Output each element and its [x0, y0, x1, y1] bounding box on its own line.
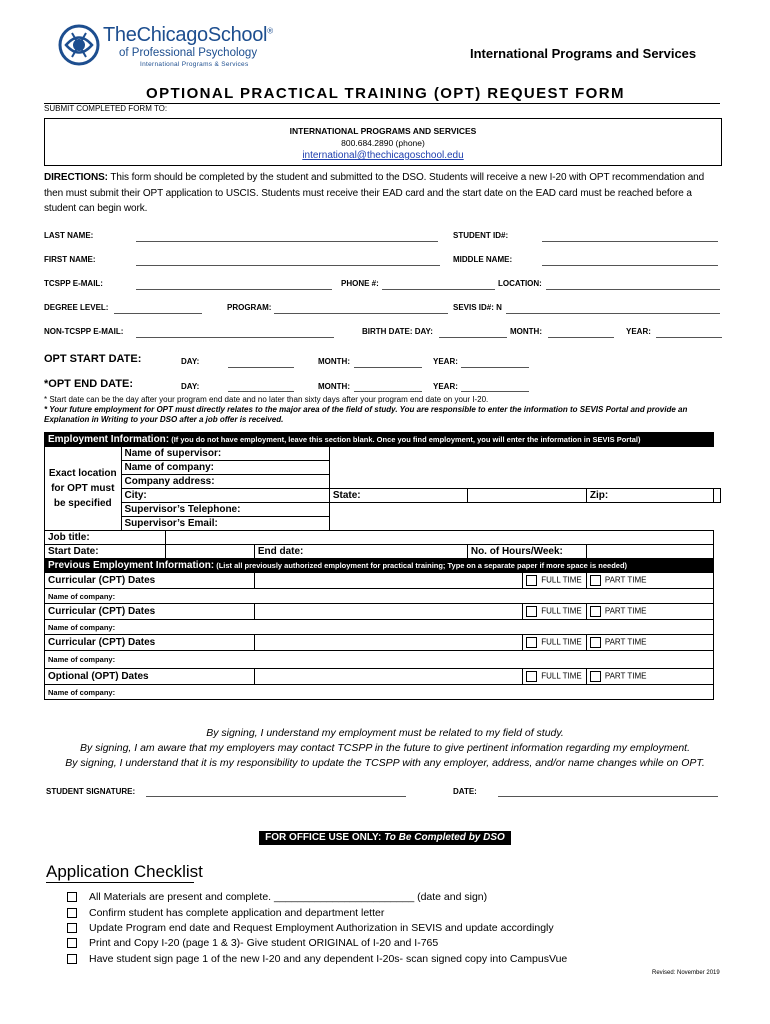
full-time-label-2: FULL TIME [541, 606, 582, 616]
birth-year-field[interactable] [656, 337, 722, 338]
degree-level-field[interactable] [114, 313, 202, 314]
opt-end-month-label: MONTH: [318, 382, 350, 391]
supervisor-name-label: Name of supervisor: [121, 447, 329, 461]
part-time-label-2: PART TIME [604, 606, 647, 616]
sevis-id-label: SEVIS ID#: N [453, 303, 502, 312]
student-id-label: STUDENT ID#: [453, 231, 509, 240]
start-date-label: Start Date: [45, 545, 166, 559]
opt-end-day-label: DAY: [181, 382, 200, 391]
job-title-field[interactable] [165, 531, 713, 545]
phone-label: PHONE #: [341, 279, 379, 288]
directions-text: This form should be completed by the student and submitted to the DSO. Students will receive a new I-20 with OPT recommendation and then must submit their OPT application to USCIS. Students must receive their EAD card and the start date on the EAD card must be reached before a student can begin work. [44, 172, 705, 214]
office-name: INTERNATIONAL PROGRAMS AND SERVICES [289, 126, 477, 136]
checklist-title-underline [46, 882, 194, 883]
full-time-checkbox-4[interactable] [526, 671, 537, 682]
supervisor-telephone-label: Supervisor’s Telephone: [121, 503, 329, 517]
part-time-checkbox-4[interactable] [590, 671, 601, 682]
last-name-label: LAST NAME: [44, 231, 94, 240]
supervisor-email-label: Supervisor’s Email: [121, 517, 329, 531]
company-address-label: Company address: [121, 475, 329, 489]
office-email-link[interactable]: international@thechicagoschool.edu [302, 150, 464, 161]
office-use-banner [259, 831, 511, 845]
opt-dates-field[interactable] [254, 669, 522, 685]
company-name-label-4: Name of company: [48, 687, 116, 697]
part-time-option-1[interactable] [586, 573, 713, 589]
opt-dates-label: Optional (OPT) Dates [45, 669, 255, 685]
degree-level-label: DEGREE LEVEL: [44, 303, 109, 312]
full-time-label-1: FULL TIME [541, 575, 582, 585]
student-id-field[interactable] [542, 241, 718, 242]
checklist-checkbox[interactable] [67, 892, 77, 902]
opt-start-day-label: DAY: [181, 357, 200, 366]
part-time-label-3: PART TIME [604, 637, 647, 647]
checklist-checkbox[interactable] [67, 923, 77, 933]
checklist-item[interactable] [67, 937, 438, 949]
directions-label: DIRECTIONS: [44, 172, 108, 183]
brand-department: International Programs & Services [140, 61, 249, 68]
full-time-checkbox-1[interactable] [526, 575, 537, 586]
supervisor-telephone-field[interactable] [329, 503, 713, 517]
checklist-checkbox[interactable] [67, 954, 77, 964]
employment-header-row [45, 433, 721, 447]
birth-month-field[interactable] [548, 337, 614, 338]
tcspp-email-field[interactable] [136, 289, 332, 290]
opt-start-date-label: OPT START DATE: [44, 353, 142, 365]
supervisor-name-field[interactable] [329, 447, 713, 461]
last-name-field[interactable] [136, 241, 438, 242]
non-tcspp-email-label: NON-TCSPP E-MAIL: [44, 327, 124, 336]
state-field[interactable] [467, 489, 586, 503]
previous-employment-note: (List all previously authorized employment for practical training; Type on a separate paper if more space is needed) [214, 561, 628, 570]
revision-date: Revised: November 2019 [652, 970, 720, 976]
opt-start-day-field[interactable] [228, 367, 294, 368]
full-time-label-3: FULL TIME [541, 637, 582, 647]
opt-end-date-label: *OPT END DATE: [44, 378, 134, 390]
office-use-note: To Be Completed by DSO [384, 832, 505, 843]
opt-end-year-field[interactable] [461, 391, 529, 392]
opt-start-month-label: MONTH: [318, 357, 350, 366]
opt-start-year-field[interactable] [461, 367, 529, 368]
cpt-dates-field-2[interactable] [254, 604, 522, 620]
program-label: PROGRAM: [227, 303, 272, 312]
cpt-dates-field-1[interactable] [254, 573, 522, 589]
part-time-label-1: PART TIME [604, 575, 647, 585]
form-title: OPTIONAL PRACTICAL TRAINING (OPT) REQUEST FORM [146, 85, 625, 102]
cpt-dates-label-1: Curricular (CPT) Dates [45, 573, 255, 589]
zip-label: Zip: [586, 489, 713, 503]
office-phone: 800.684.2890 (phone) [341, 138, 425, 148]
company-name-label-3: Name of company: [48, 655, 116, 664]
part-time-checkbox-1[interactable] [590, 575, 601, 586]
exact-location-note: Exact location for OPT must be specified [45, 447, 122, 531]
header-department-title: International Programs and Services [470, 46, 697, 61]
hours-per-week-field[interactable] [586, 545, 713, 559]
full-time-option-1[interactable] [523, 573, 587, 589]
birth-month-label: MONTH: [510, 327, 542, 336]
checklist-item[interactable] [67, 953, 567, 965]
signature-date-label: DATE: [453, 787, 477, 796]
full-time-option-3[interactable] [523, 635, 587, 651]
company-name-field[interactable] [329, 461, 713, 475]
full-time-checkbox-2[interactable] [526, 606, 537, 617]
birth-day-field[interactable] [439, 337, 507, 338]
submit-to-label: SUBMIT COMPLETED FORM TO: [44, 104, 168, 113]
city-label: City: [121, 489, 329, 503]
part-time-checkbox-2[interactable] [590, 606, 601, 617]
cpt-dates-label-3: Curricular (CPT) Dates [45, 635, 255, 651]
employment-table [44, 432, 721, 700]
checklist-item-text: Print and Copy I-20 (page 1 & 3)- Give student ORIGINAL of I-20 and I-765 [89, 937, 439, 949]
supervisor-email-field[interactable] [329, 517, 713, 531]
brand-name: TheChicagoSchool® [103, 24, 273, 46]
checklist-item[interactable] [67, 907, 384, 919]
non-tcspp-email-field[interactable] [136, 337, 334, 338]
opt-end-year-label: YEAR: [433, 382, 458, 391]
signing-statement-2: By signing, I am aware that my employers may contact TCSPP in the future to give pertinent information regarding my employment. [79, 742, 691, 754]
employment-header-title: Employment Information: [48, 434, 170, 445]
checklist-item-text: Update Program end date and Request Employment Authorization in SEVIS and update accordingly [89, 922, 554, 934]
cpt-company-row-2[interactable] [45, 620, 714, 635]
part-time-label-4: PART TIME [604, 671, 647, 681]
end-date-label: End date: [254, 545, 467, 559]
checklist-item[interactable] [67, 891, 487, 903]
checklist-item-text: Have student sign page 1 of the new I-20 and any dependent I-20s- scan signed copy into CampusVue [89, 953, 568, 965]
first-name-field[interactable] [136, 265, 440, 266]
opt-start-month-field[interactable] [354, 367, 422, 368]
part-time-option-2[interactable] [586, 604, 713, 620]
brand-subtitle: of Professional Psychology [119, 47, 258, 59]
office-contact-box [44, 118, 722, 166]
sevis-id-field[interactable] [506, 313, 720, 314]
opt-start-note: * Start date can be the day after your program end date and no later than sixty days after your program end date on your I-20. [44, 395, 489, 404]
opt-employment-note: * Your future employment for OPT must directly relates to the major area of the field of study. You are responsible to enter the information to SEVIS Portal and provide an Explanation in Writing to your DSO after a job offer is received. [44, 405, 688, 424]
birth-year-label: YEAR: [626, 327, 651, 336]
zip-field[interactable] [714, 489, 721, 503]
office-use-label: FOR OFFICE USE ONLY: [265, 832, 385, 843]
opt-company-row[interactable] [45, 685, 714, 700]
company-name-label-1: Name of company: [48, 591, 116, 601]
location-field[interactable] [546, 289, 720, 290]
birth-date-day-label: BIRTH DATE: DAY: [362, 327, 433, 336]
previous-employment-header-row [45, 559, 721, 573]
directions-paragraph [44, 170, 724, 217]
signing-statement-3: By signing, I understand that it is my responsibility to update the TCSPP with any employer, address, and/or name changes while on OPT. [65, 757, 705, 769]
student-signature-label: STUDENT SIGNATURE: [46, 787, 136, 796]
program-field[interactable] [274, 313, 448, 314]
part-time-option-3[interactable] [586, 635, 713, 651]
tcspp-email-label: TCSPP E-MAIL: [44, 279, 103, 288]
job-title-label: Job title: [45, 531, 166, 545]
middle-name-label: MIDDLE NAME: [453, 255, 513, 264]
student-signature-field[interactable] [146, 796, 406, 797]
hours-per-week-label: No. of Hours/Week: [467, 545, 586, 559]
checklist-item-text: All Materials are present and complete. ________________________ (date and sign) [89, 891, 488, 903]
location-label: LOCATION: [498, 279, 542, 288]
chicago-school-logo-icon [58, 24, 100, 66]
first-name-label: FIRST NAME: [44, 255, 96, 264]
cpt-dates-field-3[interactable] [254, 635, 522, 651]
phone-field[interactable] [382, 289, 495, 290]
end-date-label-cell [165, 545, 254, 559]
application-checklist-title: Application Checklist [46, 862, 203, 881]
full-time-checkbox-3[interactable] [526, 637, 537, 648]
cpt-dates-label-2: Curricular (CPT) Dates [45, 604, 255, 620]
part-time-option-4[interactable] [586, 669, 713, 685]
part-time-checkbox-3[interactable] [590, 637, 601, 648]
checklist-item[interactable] [67, 922, 554, 934]
full-time-option-2[interactable] [523, 604, 587, 620]
full-time-option-4[interactable] [523, 669, 587, 685]
cpt-company-row-1[interactable] [45, 589, 714, 604]
company-address-field[interactable] [329, 475, 713, 489]
signing-statement-1: By signing, I understand my employment must be related to my field of study. [206, 727, 564, 739]
opt-end-day-field[interactable] [228, 391, 294, 392]
full-time-label-4: FULL TIME [541, 671, 582, 681]
cpt-company-row-3[interactable] [45, 651, 714, 669]
opt-end-month-field[interactable] [354, 391, 422, 392]
checklist-checkbox[interactable] [67, 938, 77, 948]
company-name-label-2: Name of company: [48, 622, 116, 632]
company-name-label: Name of company: [121, 461, 329, 475]
opt-start-year-label: YEAR: [433, 357, 458, 366]
middle-name-field[interactable] [542, 265, 718, 266]
employment-header-note: (If you do not have employment, leave this section blank. Once you find employment, you will enter the information in SEVIS Portal) [169, 435, 641, 444]
signature-date-field[interactable] [498, 796, 718, 797]
previous-employment-title: Previous Employment Information: [48, 560, 215, 571]
checklist-item-text: Confirm student has complete application and department letter [89, 907, 385, 919]
state-label: State: [329, 489, 467, 503]
checklist-checkbox[interactable] [67, 908, 77, 918]
